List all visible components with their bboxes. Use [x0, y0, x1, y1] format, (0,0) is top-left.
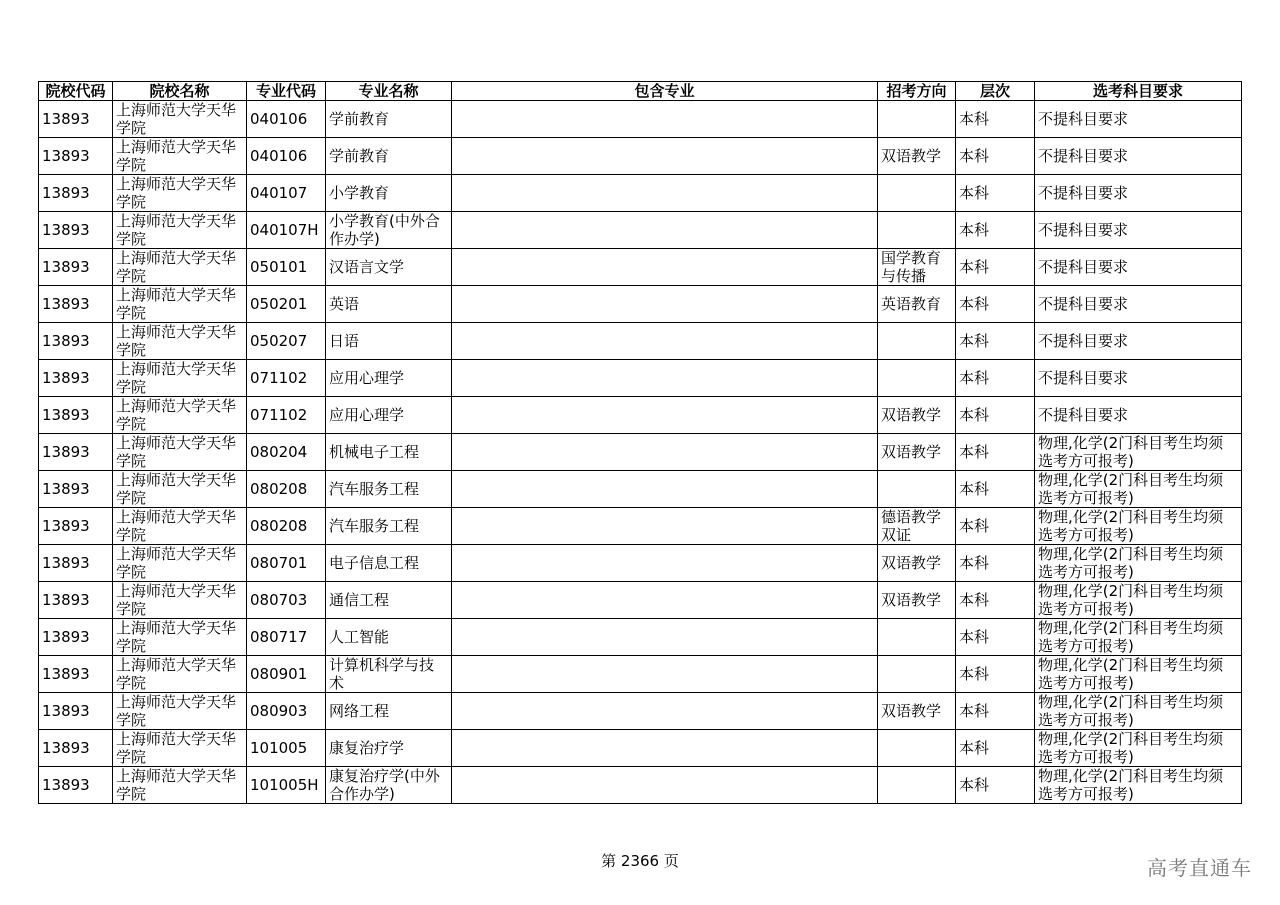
major-name-cell: 学前教育	[326, 101, 452, 138]
major-code-cell: 101005	[247, 730, 326, 767]
subject-requirement-cell: 物理,化学(2门科目考生均须选考方可报考)	[1035, 656, 1242, 693]
subject-requirement-cell: 不提科目要求	[1035, 397, 1242, 434]
school-code-cell: 13893	[39, 397, 113, 434]
major-name-cell: 人工智能	[326, 619, 452, 656]
included-majors-cell	[452, 730, 878, 767]
major-code-cell: 050201	[247, 286, 326, 323]
level-cell: 本科	[956, 656, 1035, 693]
school-name-cell: 上海师范大学天华学院	[113, 360, 247, 397]
column-header-level: 层次	[956, 82, 1035, 101]
direction-cell	[878, 175, 956, 212]
school-code-cell: 13893	[39, 360, 113, 397]
school-code-cell: 13893	[39, 545, 113, 582]
subject-requirement-cell: 物理,化学(2门科目考生均须选考方可报考)	[1035, 767, 1242, 804]
direction-cell: 国学教育与传播	[878, 249, 956, 286]
major-code-cell: 080208	[247, 471, 326, 508]
included-majors-cell	[452, 619, 878, 656]
level-cell: 本科	[956, 767, 1035, 804]
included-majors-cell	[452, 471, 878, 508]
included-majors-cell	[452, 508, 878, 545]
included-majors-cell	[452, 323, 878, 360]
included-majors-cell	[452, 434, 878, 471]
major-code-cell: 101005H	[247, 767, 326, 804]
major-name-cell: 康复治疗学(中外合作办学)	[326, 767, 452, 804]
major-code-cell: 050207	[247, 323, 326, 360]
subject-requirement-cell: 物理,化学(2门科目考生均须选考方可报考)	[1035, 619, 1242, 656]
direction-cell	[878, 656, 956, 693]
direction-cell	[878, 471, 956, 508]
school-name-cell: 上海师范大学天华学院	[113, 656, 247, 693]
major-name-cell: 汽车服务工程	[326, 508, 452, 545]
table-row	[39, 360, 1242, 397]
level-cell: 本科	[956, 212, 1035, 249]
level-cell: 本科	[956, 175, 1035, 212]
major-name-cell: 汽车服务工程	[326, 471, 452, 508]
major-code-cell: 071102	[247, 360, 326, 397]
level-cell: 本科	[956, 434, 1035, 471]
level-cell: 本科	[956, 693, 1035, 730]
subject-requirement-cell: 物理,化学(2门科目考生均须选考方可报考)	[1035, 434, 1242, 471]
included-majors-cell	[452, 101, 878, 138]
subject-requirement-cell: 物理,化学(2门科目考生均须选考方可报考)	[1035, 545, 1242, 582]
subject-requirement-cell: 物理,化学(2门科目考生均须选考方可报考)	[1035, 508, 1242, 545]
table-row	[39, 397, 1242, 434]
level-cell: 本科	[956, 249, 1035, 286]
school-code-cell: 13893	[39, 582, 113, 619]
direction-cell: 双语教学	[878, 582, 956, 619]
included-majors-cell	[452, 212, 878, 249]
level-cell: 本科	[956, 138, 1035, 175]
included-majors-cell	[452, 582, 878, 619]
level-cell: 本科	[956, 397, 1035, 434]
watermark: 高考直通车	[1147, 856, 1252, 880]
school-name-cell: 上海师范大学天华学院	[113, 545, 247, 582]
included-majors-cell	[452, 767, 878, 804]
table-row	[39, 656, 1242, 693]
major-code-cell: 071102	[247, 397, 326, 434]
level-cell: 本科	[956, 730, 1035, 767]
included-majors-cell	[452, 656, 878, 693]
direction-cell: 双语教学	[878, 693, 956, 730]
school-name-cell: 上海师范大学天华学院	[113, 471, 247, 508]
subject-requirement-cell: 不提科目要求	[1035, 249, 1242, 286]
table-row	[39, 545, 1242, 582]
direction-cell	[878, 212, 956, 249]
subject-requirement-cell: 不提科目要求	[1035, 212, 1242, 249]
direction-cell: 双语教学	[878, 138, 956, 175]
included-majors-cell	[452, 286, 878, 323]
included-majors-cell	[452, 138, 878, 175]
school-name-cell: 上海师范大学天华学院	[113, 286, 247, 323]
major-name-cell: 网络工程	[326, 693, 452, 730]
school-code-cell: 13893	[39, 175, 113, 212]
table-row	[39, 138, 1242, 175]
subject-requirement-cell: 物理,化学(2门科目考生均须选考方可报考)	[1035, 693, 1242, 730]
major-name-cell: 小学教育	[326, 175, 452, 212]
school-code-cell: 13893	[39, 286, 113, 323]
school-name-cell: 上海师范大学天华学院	[113, 249, 247, 286]
included-majors-cell	[452, 175, 878, 212]
major-name-cell: 日语	[326, 323, 452, 360]
table-row	[39, 249, 1242, 286]
direction-cell: 双语教学	[878, 545, 956, 582]
school-code-cell: 13893	[39, 767, 113, 804]
school-code-cell: 13893	[39, 249, 113, 286]
school-name-cell: 上海师范大学天华学院	[113, 582, 247, 619]
major-code-cell: 040106	[247, 101, 326, 138]
table-body	[39, 101, 1242, 804]
school-code-cell: 13893	[39, 138, 113, 175]
school-name-cell: 上海师范大学天华学院	[113, 323, 247, 360]
major-name-cell: 机械电子工程	[326, 434, 452, 471]
school-code-cell: 13893	[39, 434, 113, 471]
major-code-cell: 080208	[247, 508, 326, 545]
direction-cell: 德语教学双证	[878, 508, 956, 545]
table-row	[39, 175, 1242, 212]
major-code-cell: 040107H	[247, 212, 326, 249]
major-name-cell: 计算机科学与技术	[326, 656, 452, 693]
major-code-cell: 080204	[247, 434, 326, 471]
major-code-cell: 040107	[247, 175, 326, 212]
level-cell: 本科	[956, 582, 1035, 619]
major-code-cell: 080901	[247, 656, 326, 693]
direction-cell: 英语教育	[878, 286, 956, 323]
major-name-cell: 小学教育(中外合作办学)	[326, 212, 452, 249]
major-code-cell: 050101	[247, 249, 326, 286]
school-code-cell: 13893	[39, 508, 113, 545]
school-code-cell: 13893	[39, 656, 113, 693]
table-row	[39, 693, 1242, 730]
level-cell: 本科	[956, 545, 1035, 582]
direction-cell	[878, 619, 956, 656]
column-header-major-name: 专业名称	[326, 82, 452, 101]
school-code-cell: 13893	[39, 323, 113, 360]
direction-cell	[878, 767, 956, 804]
page-number: 第 2366 页	[601, 852, 679, 870]
table-row	[39, 101, 1242, 138]
table-row	[39, 286, 1242, 323]
major-name-cell: 通信工程	[326, 582, 452, 619]
school-name-cell: 上海师范大学天华学院	[113, 508, 247, 545]
subject-requirement-cell: 不提科目要求	[1035, 360, 1242, 397]
level-cell: 本科	[956, 360, 1035, 397]
level-cell: 本科	[956, 101, 1035, 138]
school-code-cell: 13893	[39, 730, 113, 767]
school-code-cell: 13893	[39, 693, 113, 730]
major-name-cell: 汉语言文学	[326, 249, 452, 286]
school-name-cell: 上海师范大学天华学院	[113, 212, 247, 249]
included-majors-cell	[452, 397, 878, 434]
subject-requirement-cell: 物理,化学(2门科目考生均须选考方可报考)	[1035, 471, 1242, 508]
subject-requirement-cell: 不提科目要求	[1035, 138, 1242, 175]
column-header-school-name: 院校名称	[113, 82, 247, 101]
level-cell: 本科	[956, 323, 1035, 360]
subject-requirement-cell: 不提科目要求	[1035, 286, 1242, 323]
subject-requirement-cell: 不提科目要求	[1035, 101, 1242, 138]
column-header-school-code: 院校代码	[39, 82, 113, 101]
table-row	[39, 434, 1242, 471]
direction-cell	[878, 323, 956, 360]
school-name-cell: 上海师范大学天华学院	[113, 767, 247, 804]
direction-cell	[878, 101, 956, 138]
table-row	[39, 730, 1242, 767]
major-code-cell: 080903	[247, 693, 326, 730]
included-majors-cell	[452, 249, 878, 286]
column-header-included-majors: 包含专业	[452, 82, 878, 101]
table-row	[39, 212, 1242, 249]
school-name-cell: 上海师范大学天华学院	[113, 730, 247, 767]
school-name-cell: 上海师范大学天华学院	[113, 175, 247, 212]
included-majors-cell	[452, 545, 878, 582]
direction-cell: 双语教学	[878, 434, 956, 471]
major-name-cell: 英语	[326, 286, 452, 323]
school-code-cell: 13893	[39, 212, 113, 249]
school-name-cell: 上海师范大学天华学院	[113, 434, 247, 471]
included-majors-cell	[452, 360, 878, 397]
school-name-cell: 上海师范大学天华学院	[113, 138, 247, 175]
enrollment-table	[38, 81, 1242, 804]
column-header-subject-requirement: 选考科目要求	[1035, 82, 1242, 101]
school-name-cell: 上海师范大学天华学院	[113, 619, 247, 656]
direction-cell	[878, 360, 956, 397]
table-row	[39, 619, 1242, 656]
major-name-cell: 应用心理学	[326, 360, 452, 397]
subject-requirement-cell: 不提科目要求	[1035, 323, 1242, 360]
included-majors-cell	[452, 693, 878, 730]
level-cell: 本科	[956, 471, 1035, 508]
table-row	[39, 471, 1242, 508]
direction-cell	[878, 730, 956, 767]
major-name-cell: 学前教育	[326, 138, 452, 175]
subject-requirement-cell: 不提科目要求	[1035, 175, 1242, 212]
subject-requirement-cell: 物理,化学(2门科目考生均须选考方可报考)	[1035, 730, 1242, 767]
major-name-cell: 康复治疗学	[326, 730, 452, 767]
school-name-cell: 上海师范大学天华学院	[113, 101, 247, 138]
school-code-cell: 13893	[39, 619, 113, 656]
table-row	[39, 508, 1242, 545]
major-code-cell: 080703	[247, 582, 326, 619]
school-code-cell: 13893	[39, 101, 113, 138]
major-code-cell: 040106	[247, 138, 326, 175]
subject-requirement-cell: 物理,化学(2门科目考生均须选考方可报考)	[1035, 582, 1242, 619]
major-name-cell: 应用心理学	[326, 397, 452, 434]
school-name-cell: 上海师范大学天华学院	[113, 693, 247, 730]
level-cell: 本科	[956, 286, 1035, 323]
table-row	[39, 323, 1242, 360]
major-name-cell: 电子信息工程	[326, 545, 452, 582]
school-name-cell: 上海师范大学天华学院	[113, 397, 247, 434]
level-cell: 本科	[956, 619, 1035, 656]
table-row	[39, 767, 1242, 804]
direction-cell: 双语教学	[878, 397, 956, 434]
table-row	[39, 582, 1242, 619]
major-code-cell: 080701	[247, 545, 326, 582]
level-cell: 本科	[956, 508, 1035, 545]
school-code-cell: 13893	[39, 471, 113, 508]
column-header-direction: 招考方向	[878, 82, 956, 101]
header-row	[39, 82, 1242, 101]
column-header-major-code: 专业代码	[247, 82, 326, 101]
major-code-cell: 080717	[247, 619, 326, 656]
